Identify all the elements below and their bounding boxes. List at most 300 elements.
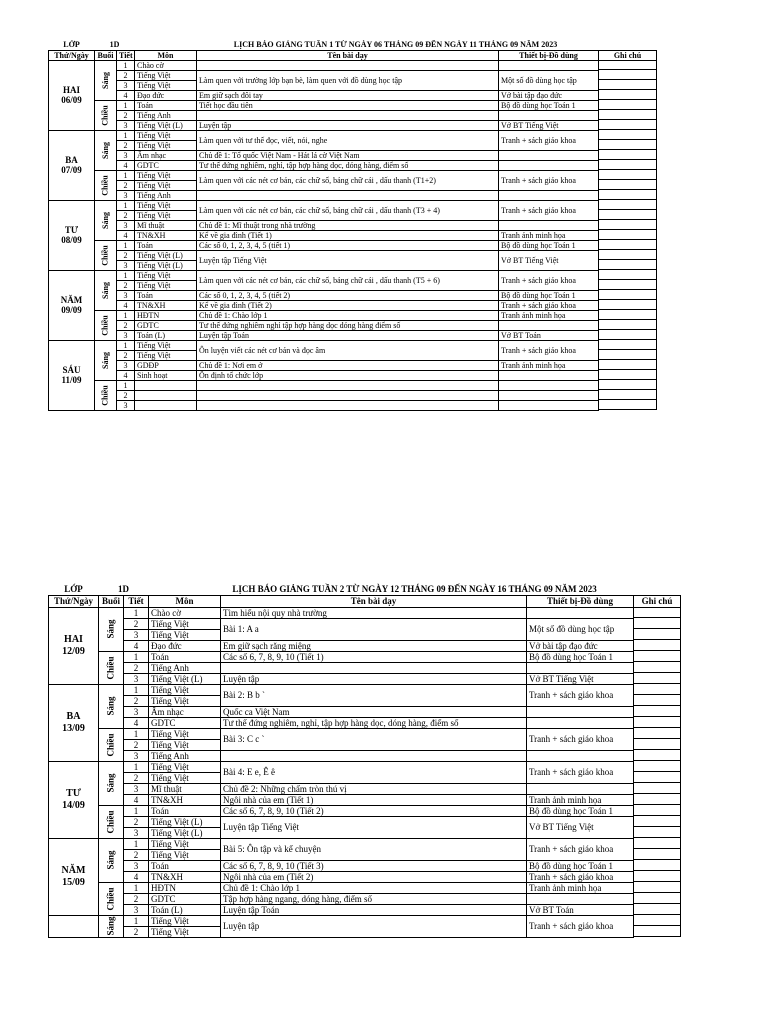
lesson-title — [197, 190, 499, 200]
notes-cell — [599, 260, 657, 270]
subject-cell: Tiếng Việt — [149, 849, 221, 860]
lesson-title: Kể về gia đình (Tiết 1) — [197, 230, 499, 240]
equipment-cell — [527, 706, 634, 717]
notes-cell — [634, 717, 681, 728]
table-row — [49, 250, 657, 260]
subject-cell: Âm nhạc — [149, 706, 221, 717]
subject-cell: Tiếng Việt (L) — [149, 827, 221, 838]
notes-cell — [599, 290, 657, 300]
period-number: 2 — [124, 772, 149, 783]
subject-cell: Toán — [149, 805, 221, 816]
session-label: Sáng — [105, 696, 116, 716]
subject-cell: Tiếng Việt — [135, 180, 197, 190]
notes-cell — [634, 673, 681, 684]
class-label: LỚP — [63, 40, 80, 50]
notes-cell — [634, 739, 681, 750]
lesson-title — [197, 380, 499, 390]
table-row — [49, 662, 681, 673]
period-number: 1 — [117, 310, 135, 320]
period-number: 2 — [117, 350, 135, 360]
equipment-cell: Vở BT Toán — [499, 330, 599, 340]
notes-cell — [599, 300, 657, 310]
lesson-title: Làm quen với các nét cơ bản, các chữ số, bảng chữ cái , dấu thanh (T1+2) — [197, 170, 499, 190]
lesson-title: Luyện tập Toán — [221, 904, 527, 915]
day-label: NĂM — [60, 294, 83, 305]
notes-cell — [599, 270, 657, 280]
notes-cell — [599, 70, 657, 80]
period-number: 3 — [117, 220, 135, 230]
period-number: 3 — [117, 400, 135, 410]
session-cell — [95, 60, 117, 100]
schedule-title: LỊCH BÁO GIẢNG TUẦN 2 TỪ NGÀY 12 THÁNG 09 ĐẾN NGÀY 16 THÁNG 09 NĂM 2023 — [232, 583, 597, 594]
period-number: 3 — [124, 904, 149, 915]
equipment-cell: Tranh + sách giáo khoa — [527, 915, 634, 937]
period-number: 2 — [124, 695, 149, 706]
subject-cell: Toán — [135, 100, 197, 110]
table-row — [49, 750, 681, 761]
period-number: 3 — [124, 827, 149, 838]
period-number: 3 — [117, 80, 135, 90]
table-row — [49, 60, 657, 70]
notes-cell — [599, 130, 657, 140]
subject-cell: TN&XH — [135, 300, 197, 310]
column-header: Thiết bị-Đồ dùng — [527, 595, 634, 607]
day-cell — [49, 60, 95, 130]
equipment-cell: Tranh + sách giáo khoa — [527, 838, 634, 860]
subject-cell: TN&XH — [135, 230, 197, 240]
notes-cell — [599, 370, 657, 380]
subject-cell: Tiếng Việt — [149, 684, 221, 695]
class-name: 1D — [118, 583, 129, 594]
equipment-cell: Tranh ảnh minh họa — [499, 230, 599, 240]
period-number: 4 — [117, 230, 135, 240]
subject-cell: Đạo đức — [135, 90, 197, 100]
period-number: 3 — [117, 290, 135, 300]
lesson-title: Ổn định tổ chức lớp — [197, 370, 499, 380]
lesson-title: Chủ đề 1: Chào lớp 1 — [221, 882, 527, 893]
table-row — [49, 130, 657, 140]
day-cell — [49, 607, 99, 684]
period-number: 1 — [124, 838, 149, 849]
equipment-cell — [527, 783, 634, 794]
equipment-cell: Tranh + sách giáo khoa — [499, 270, 599, 290]
period-number: 1 — [117, 270, 135, 280]
equipment-cell — [527, 893, 634, 904]
equipment-cell: Vở BT Tiếng Việt — [527, 673, 634, 684]
column-header: Ghi chú — [599, 50, 657, 60]
subject-cell: Tiếng Việt — [135, 280, 197, 290]
notes-cell — [634, 772, 681, 783]
period-number: 2 — [124, 618, 149, 629]
subject-cell: Tiếng Việt — [135, 130, 197, 140]
session-label: Chiều — [100, 384, 110, 406]
column-header: Buổi — [99, 595, 124, 607]
period-number: 1 — [117, 170, 135, 180]
equipment-cell: Tranh ảnh minh họa — [499, 310, 599, 320]
day-label: TƯ — [64, 224, 79, 235]
day-date: 15/09 — [62, 876, 85, 888]
period-number: 2 — [124, 816, 149, 827]
day-date: 07/09 — [61, 165, 82, 175]
column-header: Buổi — [95, 50, 117, 60]
subject-cell: Tiếng Việt — [135, 170, 197, 180]
period-number: 1 — [124, 882, 149, 893]
table-row — [49, 160, 657, 170]
equipment-cell — [499, 160, 599, 170]
lesson-title: Luyện tập — [221, 915, 527, 937]
session-label: Sáng — [101, 281, 110, 299]
period-number: 3 — [124, 860, 149, 871]
lesson-title: Luyện tập Toán — [197, 330, 499, 340]
session-label: Chiều — [105, 732, 116, 757]
session-label: Sáng — [105, 773, 116, 793]
session-label: Chiều — [105, 809, 116, 834]
notes-cell — [599, 230, 657, 240]
subject-cell: GDTC — [149, 893, 221, 904]
period-number: 1 — [117, 130, 135, 140]
subject-cell: Chào cờ — [149, 607, 221, 618]
notes-cell — [634, 640, 681, 651]
notes-cell — [599, 160, 657, 170]
period-number: 3 — [124, 750, 149, 761]
notes-cell — [634, 805, 681, 816]
lesson-title: Các số 6, 7, 8, 9, 10 (Tiết 3) — [221, 860, 527, 871]
lesson-title: Ngôi nhà của em (Tiết 2) — [221, 871, 527, 882]
subject-cell: Tiếng Việt (L) — [149, 816, 221, 827]
period-number: 1 — [124, 805, 149, 816]
session-cell — [95, 170, 117, 200]
period-number: 2 — [124, 662, 149, 673]
period-number: 2 — [124, 849, 149, 860]
period-number: 3 — [124, 783, 149, 794]
period-number: 1 — [117, 240, 135, 250]
notes-cell — [634, 838, 681, 849]
subject-cell: Tiếng Anh — [135, 190, 197, 200]
equipment-cell: Một số đồ dùng học tập — [499, 70, 599, 90]
lesson-title: Các số 6, 7, 8, 9, 10 (Tiết 1) — [221, 651, 527, 662]
day-cell — [49, 270, 95, 340]
table-row — [49, 300, 657, 310]
notes-cell — [599, 80, 657, 90]
subject-cell: Toán (L) — [135, 330, 197, 340]
notes-cell — [634, 871, 681, 882]
subject-cell: Tiếng Việt — [135, 200, 197, 210]
equipment-cell — [499, 150, 599, 160]
subject-cell: Tiếng Việt (L) — [149, 673, 221, 684]
session-cell — [99, 915, 124, 937]
notes-cell — [599, 380, 657, 390]
column-header: Tên bài dạy — [197, 50, 499, 60]
table-row — [49, 893, 681, 904]
subject-cell: Toán — [149, 860, 221, 871]
lesson-title: Ngôi nhà của em (Tiết 1) — [221, 794, 527, 805]
table-row — [49, 150, 657, 160]
notes-cell — [599, 240, 657, 250]
subject-cell: Toán — [135, 240, 197, 250]
period-number: 3 — [117, 330, 135, 340]
lesson-title: Bài 5: Ôn tập và kể chuyện — [221, 838, 527, 860]
period-number: 2 — [117, 250, 135, 260]
day-cell — [49, 684, 99, 761]
period-number: 1 — [117, 60, 135, 70]
day-label: HAI — [62, 84, 80, 95]
period-number: 2 — [117, 280, 135, 290]
subject-cell: Tiếng Việt (L) — [135, 250, 197, 260]
equipment-cell — [499, 220, 599, 230]
period-number: 4 — [124, 794, 149, 805]
lesson-title: Luyện tập Tiếng Việt — [221, 816, 527, 838]
subject-cell: HĐTN — [135, 310, 197, 320]
equipment-cell: Vở BT Tiếng Việt — [527, 816, 634, 838]
period-number: 2 — [117, 140, 135, 150]
lesson-title: Chủ đề 2: Những chấm tròn thú vị — [221, 783, 527, 794]
table-row — [49, 794, 681, 805]
lesson-title — [197, 110, 499, 120]
table-row — [49, 717, 681, 728]
table-row — [49, 805, 681, 816]
notes-cell — [634, 684, 681, 695]
lesson-title: Bài 4: E e, Ê ê — [221, 761, 527, 783]
notes-cell — [599, 250, 657, 260]
table-row — [49, 640, 681, 651]
lesson-title: Các số 0, 1, 2, 3, 4, 5 (tiết 2) — [197, 290, 499, 300]
lesson-title — [197, 400, 499, 410]
day-date: 14/09 — [62, 799, 85, 811]
session-label: Sáng — [101, 141, 110, 159]
notes-cell — [599, 190, 657, 200]
notes-cell — [634, 860, 681, 871]
table-row — [49, 607, 681, 618]
day-cell — [49, 130, 95, 200]
subject-cell: Tiếng Việt — [135, 340, 197, 350]
table-row — [49, 380, 657, 390]
period-number: 3 — [117, 120, 135, 130]
equipment-cell — [527, 607, 634, 618]
table-row — [49, 290, 657, 300]
session-label: Sáng — [101, 351, 110, 369]
session-cell — [95, 310, 117, 340]
table-row — [49, 871, 681, 882]
column-header: Tiết — [117, 50, 135, 60]
subject-cell: Tiếng Việt — [149, 772, 221, 783]
column-header: Môn — [135, 50, 197, 60]
lesson-title — [197, 390, 499, 400]
subject-cell: GDTC — [135, 320, 197, 330]
notes-cell — [599, 310, 657, 320]
period-number: 4 — [124, 871, 149, 882]
day-cell — [49, 200, 95, 270]
lesson-title: Làm quen với trường lớp bạn bè, làm quen với đồ dùng học tập — [197, 70, 499, 90]
subject-cell: Tiếng Việt — [149, 926, 221, 937]
notes-cell — [634, 607, 681, 618]
table-row — [49, 390, 657, 400]
session-cell — [99, 761, 124, 805]
period-number: 3 — [117, 190, 135, 200]
subject-cell: Tiếng Việt — [149, 761, 221, 772]
lesson-title: Tìm hiểu nội quy nhà trường — [221, 607, 527, 618]
lesson-title: Luyện tập Tiếng Việt — [197, 250, 499, 270]
notes-cell — [599, 120, 657, 130]
session-label: Chiều — [105, 655, 116, 680]
notes-cell — [634, 849, 681, 860]
subject-cell: Tiếng Việt — [135, 80, 197, 90]
notes-cell — [599, 210, 657, 220]
day-label: TƯ — [66, 788, 81, 799]
notes-cell — [634, 651, 681, 662]
lesson-title: Bài 1: A a — [221, 618, 527, 640]
table-row — [49, 170, 657, 180]
notes-cell — [634, 915, 681, 926]
subject-cell: Tiếng Anh — [149, 662, 221, 673]
equipment-cell: Bộ đồ dùng học Toán 1 — [499, 240, 599, 250]
session-cell — [95, 240, 117, 270]
day-date: 09/09 — [61, 305, 82, 315]
column-header: Tiết — [124, 595, 149, 607]
equipment-cell: Tranh ảnh minh họa — [527, 882, 634, 893]
session-cell — [95, 380, 117, 410]
subject-cell: Tiếng Việt — [149, 728, 221, 739]
equipment-cell — [499, 60, 599, 70]
day-label: HAI — [64, 634, 83, 645]
lesson-title: Bài 2: B b ` — [221, 684, 527, 706]
period-number: 2 — [124, 893, 149, 904]
lesson-title: Chủ đề 1: Mĩ thuật trong nhà trường — [197, 220, 499, 230]
equipment-cell: Tranh + sách giáo khoa — [527, 761, 634, 783]
equipment-cell: Tranh + sách giáo khoa — [499, 130, 599, 150]
notes-cell — [599, 200, 657, 210]
session-label: Chiều — [100, 174, 110, 196]
equipment-cell: Bộ đồ dùng học Toán 1 — [527, 651, 634, 662]
session-label: Sáng — [105, 916, 116, 936]
equipment-cell: Tranh + sách giáo khoa — [527, 728, 634, 750]
notes-cell — [634, 750, 681, 761]
equipment-cell — [499, 110, 599, 120]
notes-cell — [634, 794, 681, 805]
equipment-cell — [527, 717, 634, 728]
equipment-cell: Tranh + sách giáo khoa — [527, 684, 634, 706]
table-row — [49, 761, 681, 772]
subject-cell: Mĩ thuật — [135, 220, 197, 230]
notes-cell — [599, 320, 657, 330]
period-number: 1 — [117, 200, 135, 210]
period-number: 2 — [117, 110, 135, 120]
session-cell — [95, 100, 117, 130]
table-row — [49, 783, 681, 794]
session-cell — [99, 882, 124, 915]
lesson-title: Tư thế đứng nghiêm nghỉ tập hợp hàng dọc dóng hàng điểm số — [197, 320, 499, 330]
period-number: 2 — [117, 180, 135, 190]
notes-cell — [599, 350, 657, 360]
session-label: Sáng — [101, 71, 110, 89]
lesson-title: Tư thế đứng nghiêm, nghỉ, tập hợp hàng dọc, dóng hàng, điểm số — [197, 160, 499, 170]
day-cell — [49, 838, 99, 915]
lesson-title: Các số 6, 7, 8, 9, 10 (Tiết 2) — [221, 805, 527, 816]
notes-cell — [634, 618, 681, 629]
lesson-title: Chủ đề 1: Nơi em ở — [197, 360, 499, 370]
session-cell — [99, 607, 124, 651]
table-row — [49, 70, 657, 80]
period-number: 3 — [117, 260, 135, 270]
period-number: 2 — [117, 320, 135, 330]
day-cell — [49, 915, 99, 937]
subject-cell: TN&XH — [149, 794, 221, 805]
table-row — [49, 230, 657, 240]
period-number: 4 — [124, 717, 149, 728]
period-number: 2 — [117, 390, 135, 400]
period-number: 3 — [117, 360, 135, 370]
subject-cell: Tiếng Việt — [149, 629, 221, 640]
subject-cell: TN&XH — [149, 871, 221, 882]
day-label: BA — [66, 711, 81, 722]
session-cell — [99, 838, 124, 882]
equipment-cell: Tranh + sách giáo khoa — [499, 300, 599, 310]
lesson-title: Chủ đề 1: Tổ quốc Việt Nam - Hát lá cờ Việt Nam — [197, 150, 499, 160]
lesson-title: Các số 0, 1, 2, 3, 4, 5 (tiết 1) — [197, 240, 499, 250]
table-row — [49, 728, 681, 739]
subject-cell: GDTC — [149, 717, 221, 728]
table-row — [49, 270, 657, 280]
notes-cell — [599, 280, 657, 290]
session-cell — [95, 200, 117, 240]
subject-cell: Sinh hoạt — [135, 370, 197, 380]
period-number: 1 — [124, 651, 149, 662]
table-row — [49, 915, 681, 926]
notes-cell — [599, 340, 657, 350]
subject-cell: Tiếng Việt — [149, 618, 221, 629]
lesson-title: Chủ đề 1: Chào lớp 1 — [197, 310, 499, 320]
subject-cell: Tiếng Anh — [149, 750, 221, 761]
session-label: Chiều — [105, 886, 116, 911]
equipment-cell: Tranh + sách giáo khoa — [527, 871, 634, 882]
equipment-cell — [499, 370, 599, 380]
table-row — [49, 618, 681, 629]
table-row — [49, 340, 657, 350]
lesson-title — [221, 750, 527, 761]
table-row — [49, 838, 681, 849]
day-date: 12/09 — [62, 645, 85, 657]
period-number: 1 — [124, 728, 149, 739]
equipment-cell — [499, 390, 599, 400]
period-number: 4 — [117, 300, 135, 310]
table-row — [49, 673, 681, 684]
column-header: Môn — [149, 595, 221, 607]
period-number: 1 — [117, 340, 135, 350]
equipment-cell: Vở BT Tiếng Việt — [499, 250, 599, 270]
day-date: 08/09 — [61, 235, 82, 245]
notes-cell — [634, 904, 681, 915]
subject-cell: Toán (L) — [149, 904, 221, 915]
column-header: Thứ/Ngày — [49, 50, 95, 60]
table-row — [49, 120, 657, 130]
equipment-cell: Tranh + sách giáo khoa — [499, 200, 599, 220]
table-row — [49, 320, 657, 330]
session-label: Sáng — [105, 619, 116, 639]
period-number: 4 — [117, 370, 135, 380]
session-cell — [99, 684, 124, 728]
lesson-title: Kể về gia đình (Tiết 2) — [197, 300, 499, 310]
period-number: 1 — [124, 915, 149, 926]
lesson-title — [221, 662, 527, 673]
equipment-cell: Tranh ảnh minh họa — [499, 360, 599, 370]
period-number: 2 — [124, 739, 149, 750]
table-row — [49, 100, 657, 110]
period-number: 4 — [124, 640, 149, 651]
subject-cell — [135, 380, 197, 390]
table-row — [49, 310, 657, 320]
table-row — [49, 882, 681, 893]
notes-cell — [634, 816, 681, 827]
table-row — [49, 240, 657, 250]
